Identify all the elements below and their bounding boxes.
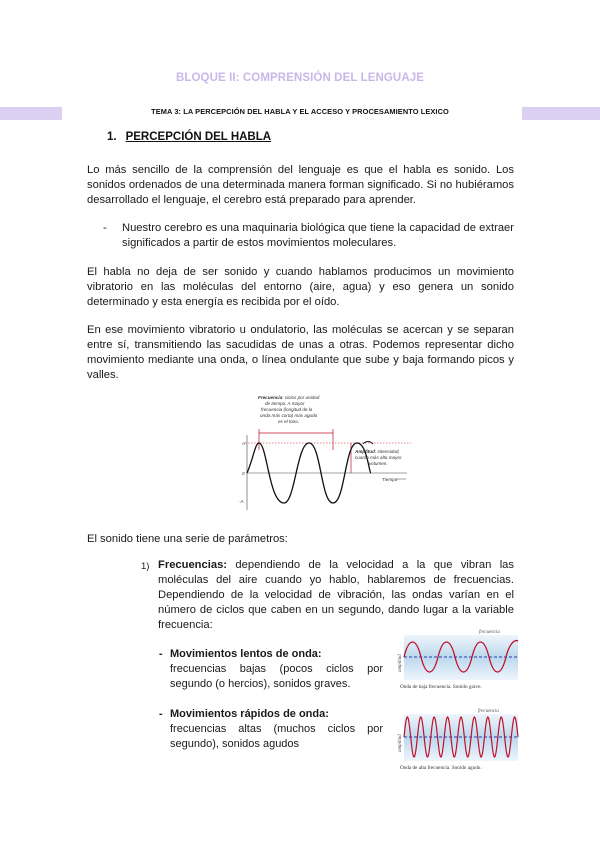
slow-text: frecuencias bajas (pocos ciclos por segundo (o hercios), sonidos graves. xyxy=(170,663,383,690)
parameter-item-frecuencias xyxy=(141,558,514,633)
sub-body xyxy=(170,707,383,752)
fast-title: Movimientos rápidos de onda: xyxy=(170,708,329,720)
freq-annotation: Frecuencia: ciclos por unidad de tiempo. A mayor frecuencia (longitud de la onda más corta) más agudo es el tono. xyxy=(258,395,320,424)
sub-dash: - xyxy=(159,648,163,660)
paragraph-3: En ese movimiento vibratorio u ondulatorio, las moléculas se acercan y se separan entre sí, transmitiendo las sacudidas de unas a otras. Podemos representar dicho movimiento mediante una onda, o línea ondulante que sube y baja formando picos y valles. xyxy=(87,324,514,381)
low-freq-caption: Onda de baja frecuencia. Sonido grave. xyxy=(400,684,482,690)
item-text: dependiendo de la velocidad a la que vibran las moléculas del aire cuando yo hablo, hablaremos de frecuencias. Dependiendo de la velocidad de vibración, las ondas varían en el número de ciclos que caben en un segundo, dando lugar a la variable frecuencia: xyxy=(158,559,514,631)
tema-title: TEMA 3: LA PERCEPCIÓN DEL HABLA Y EL ACCESO Y PROCESAMIENTO LEXICO xyxy=(151,107,449,116)
item-number: 1) xyxy=(141,561,150,572)
bullet-dash: - xyxy=(103,222,107,234)
high-freq-side-label: amplitud xyxy=(398,734,403,752)
sub-item-fast xyxy=(159,707,383,752)
item-title: Frecuencias: xyxy=(158,559,228,571)
section-heading xyxy=(107,131,271,143)
low-freq-side-label: amplitud xyxy=(398,654,403,672)
sub-body xyxy=(170,647,383,692)
slow-title: Movimientos lentos de onda: xyxy=(170,648,322,660)
y-label-zero: 0 xyxy=(242,471,245,476)
high-freq-caption: Onda de alta frecuencia. Sonido agudo. xyxy=(400,765,482,771)
sub-dash: - xyxy=(159,708,163,720)
section-title: PERCEPCIÓN DEL HABLA xyxy=(125,131,272,143)
bloque-title: BLOQUE II: COMPRENSIÓN DEL LENGUAJE xyxy=(175,72,424,84)
paragraph-4: El sonido tiene una serie de parámetros: xyxy=(87,533,288,545)
fast-text: frecuencias altas (muchos ciclos por segundo), sonidos agudos xyxy=(170,723,383,750)
paragraph-1: Lo más sencillo de la comprensión del lenguaje es que el habla es sonido. Los sonidos ordenados de una determinada manera forman significado. Si no hubiéramos desarrollado el lenguaje, el cerebro está preparado para aprender. xyxy=(87,164,514,206)
paragraph-2: El habla no deja de ser sonido y cuando hablamos producimos un movimiento vibratorio en las moléculas del entorno (aire, agua) y eso genera un sonido determinado y esta energía es recibida por el oído. xyxy=(87,266,514,308)
amp-annotation: Amplitud: intensidad, cuanto más alta mayor volumen. xyxy=(355,449,402,466)
high-freq-top-label: frecuencia xyxy=(478,709,499,714)
time-axis-label: Tiempo xyxy=(382,477,398,482)
sound-wave-diagram xyxy=(231,390,421,520)
section-number: 1. xyxy=(107,131,117,143)
bullet-text: Nuestro cerebro es una maquinaria biológica que tiene la capacidad de extraer significados a partir de estos movimientos moleculares. xyxy=(122,222,514,249)
low-freq-top-label: frecuencia xyxy=(479,630,500,635)
y-label-minus-a: -A xyxy=(239,499,244,504)
y-label-a: A xyxy=(242,441,246,446)
item-body xyxy=(158,558,514,633)
low-frequency-figure xyxy=(396,627,519,691)
sub-item-slow xyxy=(159,647,383,692)
high-frequency-figure xyxy=(396,706,519,772)
bullet-item xyxy=(103,221,514,251)
